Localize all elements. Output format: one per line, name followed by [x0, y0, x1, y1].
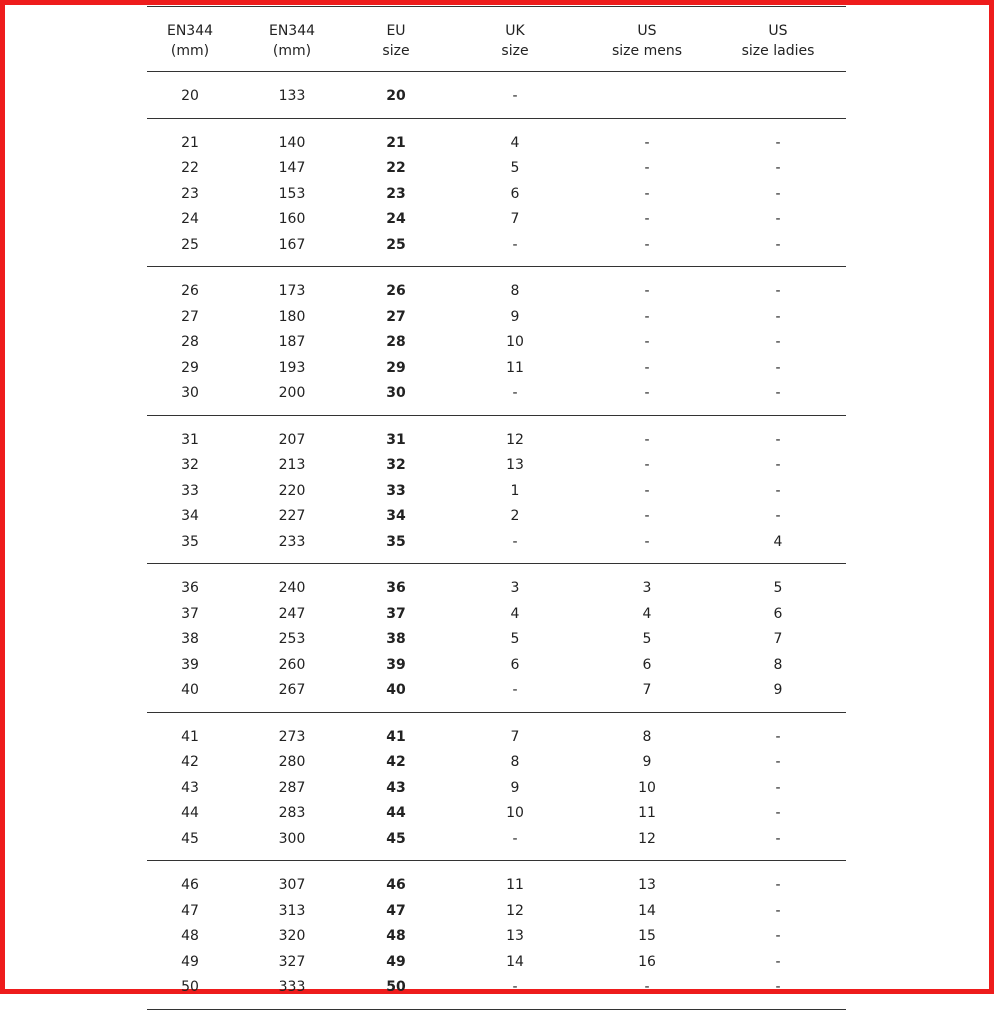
cell-us-ladies: -: [775, 754, 781, 770]
cell-en344-mm-b: 283: [278, 805, 306, 821]
cell-us-ladies: -: [775, 185, 781, 202]
cell-en344-mm-b: 313: [278, 902, 306, 919]
cell-us-ladies: -: [775, 482, 781, 499]
cell-us-mens: -: [644, 185, 650, 202]
cell-eu-size: 46: [386, 877, 406, 893]
cell-en344-mm-b: 207: [278, 431, 306, 448]
cell-eu-size: 40: [386, 682, 406, 698]
cell-us-mens: -: [644, 508, 650, 524]
cell-us-ladies: -: [775, 877, 781, 893]
cell-en344-mm-b: 147: [278, 160, 306, 176]
cell-us-ladies: -: [775, 134, 781, 151]
table-row: [147, 503, 846, 529]
cell-uk-size: 12: [506, 431, 524, 448]
cell-uk-size: -: [512, 88, 518, 104]
cell-eu-size: 29: [386, 359, 406, 376]
cell-en344-mm-b: 320: [278, 928, 306, 944]
cell-en344-mm-b: 200: [278, 385, 306, 401]
cell-eu-size: 25: [386, 236, 406, 253]
table-row: [147, 775, 846, 801]
cell-us-ladies: 7: [773, 631, 783, 647]
cell-eu-size: 32: [386, 457, 406, 473]
cell-en344-mm-b: 307: [278, 877, 306, 893]
cell-uk-size: 13: [506, 928, 524, 944]
size-group: [147, 713, 846, 862]
header-us-size-mens: [587, 21, 707, 61]
cell-eu-size: 38: [386, 631, 406, 647]
cell-en344-mm-b: 213: [278, 457, 306, 473]
cell-en344-mm-a: 25: [181, 236, 199, 253]
cell-eu-size: 48: [386, 928, 406, 944]
table-row: [147, 427, 846, 453]
cell-eu-size: 23: [386, 185, 406, 202]
cell-en344-mm-a: 24: [181, 211, 199, 227]
cell-uk-size: 7: [510, 728, 520, 745]
size-group: [147, 416, 846, 565]
cell-eu-size: 37: [386, 605, 406, 622]
cell-us-mens: -: [644, 979, 650, 995]
cell-us-ladies: -: [775, 359, 781, 376]
cell-us-ladies: -: [775, 779, 781, 796]
cell-us-mens: -: [644, 533, 650, 550]
cell-en344-mm-b: 180: [278, 308, 306, 325]
cell-uk-size: 9: [510, 308, 520, 325]
cell-us-mens: 7: [642, 682, 652, 698]
header-line2: size: [382, 43, 410, 59]
cell-uk-size: 13: [506, 457, 524, 473]
cell-us-ladies: -: [775, 385, 781, 401]
cell-eu-size: 35: [386, 533, 406, 550]
cell-uk-size: 12: [506, 902, 524, 919]
cell-uk-size: 3: [510, 580, 520, 596]
cell-us-mens: -: [644, 334, 650, 350]
cell-uk-size: 11: [506, 877, 524, 893]
cell-us-ladies: -: [775, 236, 781, 253]
cell-en344-mm-b: 140: [278, 134, 306, 151]
table-row: [147, 872, 846, 898]
cell-us-mens: 4: [642, 605, 652, 622]
table-row: [147, 155, 846, 181]
cell-us-mens: -: [644, 211, 650, 227]
cell-us-mens: 12: [638, 830, 656, 847]
cell-us-mens: 6: [642, 656, 652, 673]
cell-uk-size: -: [512, 385, 518, 401]
cell-en344-mm-b: 247: [278, 605, 306, 622]
cell-us-ladies: 4: [773, 533, 783, 550]
cell-eu-size: 36: [386, 580, 406, 596]
cell-eu-size: 27: [386, 308, 406, 325]
cell-en344-mm-a: 37: [181, 605, 199, 622]
cell-uk-size: 11: [506, 359, 524, 376]
cell-en344-mm-a: 49: [181, 953, 199, 970]
cell-eu-size: 28: [386, 334, 406, 350]
cell-us-mens: 10: [638, 779, 656, 796]
size-group: [147, 861, 846, 1010]
cell-en344-mm-a: 29: [181, 359, 199, 376]
cell-us-mens: 13: [638, 877, 656, 893]
shoe-size-table: [147, 6, 846, 1010]
cell-us-ladies: 6: [773, 605, 783, 622]
cell-eu-size: 50: [386, 979, 406, 995]
cell-eu-size: 20: [386, 88, 406, 104]
cell-en344-mm-a: 38: [181, 631, 199, 647]
cell-uk-size: -: [512, 533, 518, 550]
cell-us-mens: -: [644, 308, 650, 325]
table-header: [147, 6, 846, 72]
cell-en344-mm-b: 167: [278, 236, 306, 253]
cell-uk-size: 4: [510, 134, 520, 151]
size-group: [147, 119, 846, 268]
size-group: [147, 72, 846, 119]
cell-en344-mm-b: 260: [278, 656, 306, 673]
cell-us-mens: -: [644, 236, 650, 253]
cell-uk-size: 9: [510, 779, 520, 796]
cell-us-ladies: 8: [773, 656, 783, 673]
cell-eu-size: 30: [386, 385, 406, 401]
table-row: [147, 923, 846, 949]
table-row: [147, 232, 846, 258]
cell-en344-mm-b: 173: [278, 283, 306, 299]
cell-eu-size: 45: [386, 830, 406, 847]
cell-eu-size: 44: [386, 805, 406, 821]
cell-en344-mm-b: 227: [278, 508, 306, 524]
table-row: [147, 575, 846, 601]
table-row: [147, 724, 846, 750]
cell-us-mens: -: [644, 359, 650, 376]
cell-en344-mm-a: 22: [181, 160, 199, 176]
table-row: [147, 478, 846, 504]
cell-us-mens: 14: [638, 902, 656, 919]
cell-en344-mm-a: 34: [181, 508, 199, 524]
cell-en344-mm-b: 193: [278, 359, 306, 376]
cell-uk-size: -: [512, 830, 518, 847]
header-uk-size: [455, 21, 575, 61]
cell-en344-mm-a: 50: [181, 979, 199, 995]
cell-en344-mm-a: 43: [181, 779, 199, 796]
cell-en344-mm-a: 26: [181, 283, 199, 299]
cell-en344-mm-b: 160: [278, 211, 306, 227]
size-group: [147, 267, 846, 416]
cell-us-ladies: -: [775, 283, 781, 299]
table-row: [147, 452, 846, 478]
cell-en344-mm-a: 48: [181, 928, 199, 944]
table-row: [147, 800, 846, 826]
table-row: [147, 380, 846, 406]
cell-uk-size: 14: [506, 953, 524, 970]
cell-en344-mm-a: 40: [181, 682, 199, 698]
cell-eu-size: 33: [386, 482, 406, 499]
cell-us-mens: -: [644, 160, 650, 176]
header-line2: (mm): [272, 43, 312, 59]
cell-us-ladies: -: [775, 953, 781, 970]
table-row: [147, 677, 846, 703]
cell-uk-size: 8: [510, 283, 520, 299]
cell-en344-mm-a: 31: [181, 431, 199, 448]
cell-uk-size: -: [512, 236, 518, 253]
cell-uk-size: 2: [510, 508, 520, 524]
table-row: [147, 652, 846, 678]
table-row: [147, 130, 846, 156]
header-line1: US: [637, 23, 657, 39]
table-row: [147, 826, 846, 852]
cell-eu-size: 49: [386, 953, 406, 970]
cell-en344-mm-b: 267: [278, 682, 306, 698]
cell-en344-mm-b: 240: [278, 580, 306, 596]
cell-uk-size: 6: [510, 656, 520, 673]
cell-en344-mm-a: 42: [181, 754, 199, 770]
cell-en344-mm-b: 333: [278, 979, 306, 995]
cell-en344-mm-b: 220: [278, 482, 306, 499]
table-row: [147, 749, 846, 775]
header-eu-size: [336, 21, 456, 61]
cell-uk-size: 8: [510, 754, 520, 770]
table-row: [147, 278, 846, 304]
cell-us-ladies: -: [775, 830, 781, 847]
table-row: [147, 949, 846, 975]
cell-us-ladies: -: [775, 334, 781, 350]
header-line1: EU: [386, 23, 406, 39]
cell-us-mens: -: [644, 457, 650, 473]
cell-en344-mm-a: 20: [181, 88, 199, 104]
cell-en344-mm-b: 133: [278, 88, 306, 104]
table-row: [147, 898, 846, 924]
cell-en344-mm-a: 35: [181, 533, 199, 550]
header-line2: size mens: [611, 43, 682, 59]
header-line2: size ladies: [741, 43, 815, 59]
cell-us-ladies: 9: [773, 682, 783, 698]
cell-uk-size: 7: [510, 211, 520, 227]
cell-us-mens: 8: [642, 728, 652, 745]
header-line1: EN344: [166, 23, 214, 39]
cell-us-ladies: -: [775, 979, 781, 995]
cell-eu-size: 31: [386, 431, 406, 448]
cell-eu-size: 41: [386, 728, 406, 745]
cell-us-mens: -: [644, 283, 650, 299]
cell-us-ladies: -: [775, 308, 781, 325]
cell-en344-mm-a: 32: [181, 457, 199, 473]
cell-en344-mm-b: 187: [278, 334, 306, 350]
cell-us-mens: -: [644, 385, 650, 401]
cell-en344-mm-b: 233: [278, 533, 306, 550]
header-line1: EN344: [268, 23, 316, 39]
cell-us-mens: -: [644, 431, 650, 448]
cell-uk-size: 5: [510, 160, 520, 176]
cell-eu-size: 42: [386, 754, 406, 770]
cell-en344-mm-b: 287: [278, 779, 306, 796]
cell-en344-mm-a: 36: [181, 580, 199, 596]
table-row: [147, 304, 846, 330]
cell-en344-mm-b: 327: [278, 953, 306, 970]
cell-us-mens: -: [644, 134, 650, 151]
table-row: [147, 974, 846, 1000]
table-row: [147, 206, 846, 232]
cell-eu-size: 22: [386, 160, 406, 176]
table-row: [147, 355, 846, 381]
cell-us-ladies: -: [775, 431, 781, 448]
cell-uk-size: 10: [506, 334, 524, 350]
cell-en344-mm-a: 45: [181, 830, 199, 847]
header-line1: US: [768, 23, 788, 39]
cell-uk-size: -: [512, 979, 518, 995]
cell-us-ladies: -: [775, 508, 781, 524]
cell-eu-size: 43: [386, 779, 406, 796]
cell-en344-mm-a: 47: [181, 902, 199, 919]
cell-en344-mm-a: 41: [181, 728, 199, 745]
cell-uk-size: 5: [510, 631, 520, 647]
cell-en344-mm-b: 253: [278, 631, 306, 647]
cell-en344-mm-b: 273: [278, 728, 306, 745]
cell-us-mens: 11: [638, 805, 656, 821]
cell-en344-mm-a: 28: [181, 334, 199, 350]
cell-us-ladies: 5: [773, 580, 783, 596]
cell-us-ladies: -: [775, 211, 781, 227]
cell-en344-mm-a: 44: [181, 805, 199, 821]
table-row: [147, 626, 846, 652]
header-line2: size: [501, 43, 529, 59]
table-row: [147, 181, 846, 207]
cell-en344-mm-a: 23: [181, 185, 199, 202]
cell-us-ladies: -: [775, 160, 781, 176]
cell-eu-size: 47: [386, 902, 406, 919]
cell-eu-size: 24: [386, 211, 406, 227]
cell-us-mens: 15: [638, 928, 656, 944]
table-row: [147, 601, 846, 627]
size-group: [147, 564, 846, 713]
cell-en344-mm-a: 27: [181, 308, 199, 325]
cell-uk-size: 1: [510, 482, 520, 499]
cell-en344-mm-a: 46: [181, 877, 199, 893]
header-en344-mm-2: [232, 21, 352, 61]
cell-us-mens: 9: [642, 754, 652, 770]
cell-us-mens: 16: [638, 953, 656, 970]
cell-uk-size: -: [512, 682, 518, 698]
cell-en344-mm-a: 39: [181, 656, 199, 673]
cell-uk-size: 10: [506, 805, 524, 821]
cell-us-mens: 3: [642, 580, 652, 596]
header-us-size-ladies: [718, 21, 838, 61]
cell-us-mens: -: [644, 482, 650, 499]
cell-en344-mm-b: 153: [278, 185, 306, 202]
table-row: [147, 83, 846, 109]
cell-us-ladies: -: [775, 728, 781, 745]
cell-en344-mm-a: 33: [181, 482, 199, 499]
cell-en344-mm-b: 280: [278, 754, 306, 770]
header-line2: (mm): [170, 43, 210, 59]
cell-eu-size: 21: [386, 134, 406, 151]
cell-en344-mm-a: 21: [181, 134, 199, 151]
cell-us-mens: 5: [642, 631, 652, 647]
cell-us-ladies: -: [775, 902, 781, 919]
cell-eu-size: 34: [386, 508, 406, 524]
cell-us-ladies: -: [775, 457, 781, 473]
cell-us-ladies: -: [775, 928, 781, 944]
cell-uk-size: 6: [510, 185, 520, 202]
cell-en344-mm-b: 300: [278, 830, 306, 847]
table-row: [147, 329, 846, 355]
cell-en344-mm-a: 30: [181, 385, 199, 401]
table-body: [147, 72, 846, 1010]
header-line1: UK: [505, 23, 525, 39]
cell-uk-size: 4: [510, 605, 520, 622]
cell-eu-size: 26: [386, 283, 406, 299]
cell-us-ladies: -: [775, 805, 781, 821]
table-row: [147, 529, 846, 555]
cell-eu-size: 39: [386, 656, 406, 673]
